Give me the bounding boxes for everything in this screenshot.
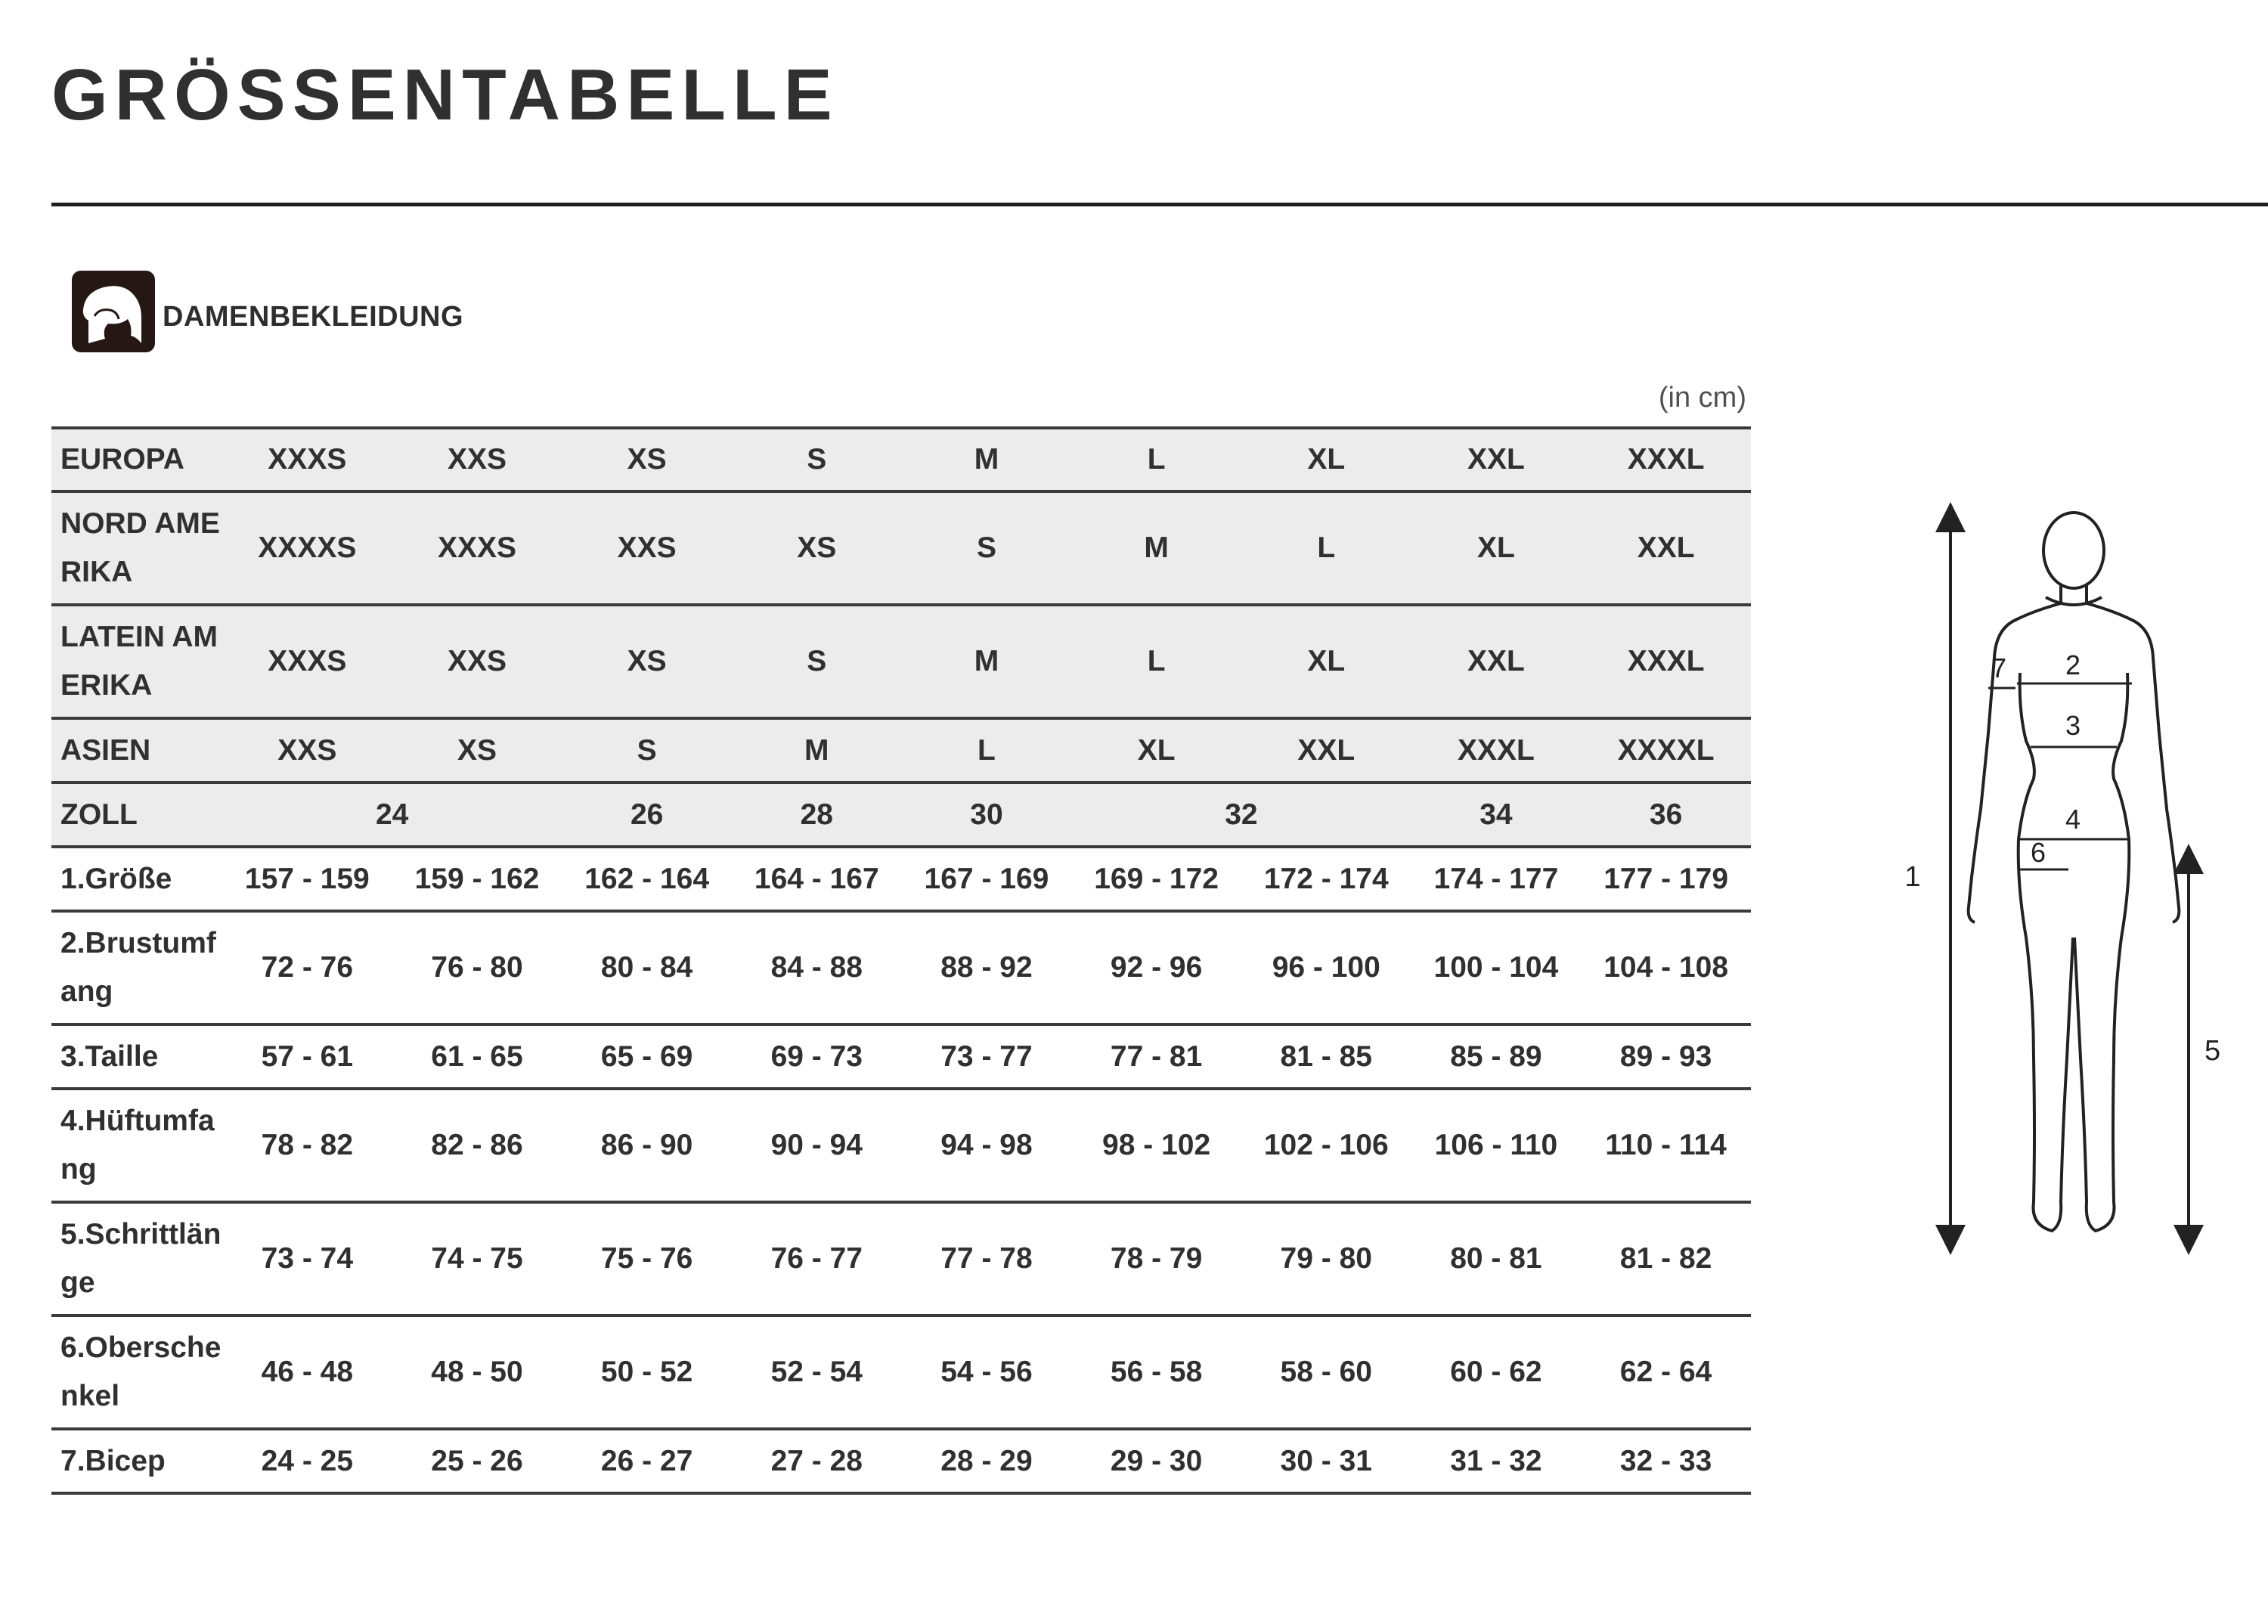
- table-cell: 79 - 80: [1241, 1202, 1411, 1316]
- table-cell: XXXXS: [222, 491, 392, 605]
- measure-label-chest: 2: [2065, 649, 2081, 680]
- table-cell: XXS: [392, 605, 562, 718]
- table-cell: 81 - 85: [1241, 1024, 1411, 1089]
- category-label: DAMENBEKLEIDUNG: [163, 301, 464, 333]
- table-cell: M: [732, 718, 902, 783]
- page-title: GRÖSSENTABELLE: [51, 54, 839, 135]
- row-label: 6.Oberschenkel: [51, 1316, 222, 1429]
- table-cell: 24 - 25: [222, 1429, 392, 1493]
- table-cell: 164 - 167: [732, 847, 902, 911]
- table-cell: 92 - 96: [1071, 911, 1241, 1024]
- table-cell: 52 - 54: [732, 1316, 902, 1429]
- table-cell: 60 - 62: [1411, 1316, 1582, 1429]
- table-cell: L: [902, 718, 1072, 783]
- row-label: EUROPA: [51, 428, 222, 491]
- row-label: 3.Taille: [51, 1024, 222, 1089]
- table-cell: 30: [902, 783, 1072, 847]
- table-cell: XXXL: [1581, 605, 1751, 718]
- table-row: [51, 718, 1751, 783]
- table-cell: XS: [562, 605, 732, 718]
- table-cell: XXXS: [392, 491, 562, 605]
- table-cell: 26: [562, 783, 732, 847]
- table-cell: 76 - 77: [732, 1202, 902, 1316]
- row-label: LATEIN AMERIKA: [51, 605, 222, 718]
- table-cell: XXL: [1411, 428, 1582, 491]
- table-cell: 85 - 89: [1411, 1024, 1582, 1089]
- row-label: 5.Schrittlänge: [51, 1202, 222, 1316]
- measure-label-thigh: 6: [2031, 837, 2046, 868]
- table-cell: 78 - 82: [222, 1089, 392, 1202]
- table-cell: 29 - 30: [1071, 1429, 1241, 1493]
- measure-label-inseam: 5: [2204, 1035, 2221, 1067]
- table-row: [51, 491, 1751, 605]
- row-label: 4.Hüftumfang: [51, 1089, 222, 1202]
- table-cell: XXL: [1241, 718, 1411, 783]
- table-cell: S: [902, 491, 1072, 605]
- measurement-figure: [1882, 484, 2238, 1270]
- table-cell: 102 - 106: [1241, 1089, 1411, 1202]
- table-cell: 90 - 94: [732, 1089, 902, 1202]
- row-label: 1.Größe: [51, 847, 222, 911]
- table-cell: XXXS: [222, 605, 392, 718]
- table-cell: 75 - 76: [562, 1202, 732, 1316]
- row-label: NORD AMERIKA: [51, 491, 222, 605]
- table-row: [51, 605, 1751, 718]
- row-label: ASIEN: [51, 718, 222, 783]
- table-cell: 28 - 29: [902, 1429, 1072, 1493]
- table-cell: L: [1071, 428, 1241, 491]
- table-cell: 162 - 164: [562, 847, 732, 911]
- row-label: 7.Bicep: [51, 1429, 222, 1493]
- table-cell: 32: [1071, 783, 1411, 847]
- table-cell: 28: [732, 783, 902, 847]
- table-cell: 172 - 174: [1241, 847, 1411, 911]
- measure-label-bicep: 7: [1991, 652, 2007, 683]
- table-cell: 25 - 26: [392, 1429, 562, 1493]
- table-cell: 174 - 177: [1411, 847, 1582, 911]
- table-cell: 31 - 32: [1411, 1429, 1582, 1493]
- measure-label-waist: 3: [2065, 710, 2081, 741]
- table-cell: 82 - 86: [392, 1089, 562, 1202]
- table-row: [51, 1024, 1751, 1089]
- table-cell: 98 - 102: [1071, 1089, 1241, 1202]
- table-cell: 89 - 93: [1581, 1024, 1751, 1089]
- table-cell: 88 - 92: [902, 911, 1072, 1024]
- table-row: [51, 1202, 1751, 1316]
- table-cell: 167 - 169: [902, 847, 1072, 911]
- table-cell: 86 - 90: [562, 1089, 732, 1202]
- table-cell: 177 - 179: [1581, 847, 1751, 911]
- table-cell: XS: [562, 428, 732, 491]
- table-cell: 57 - 61: [222, 1024, 392, 1089]
- table-cell: 72 - 76: [222, 911, 392, 1024]
- table-cell: 104 - 108: [1581, 911, 1751, 1024]
- table-cell: XXS: [562, 491, 732, 605]
- measure-label-height: 1: [1904, 861, 1921, 893]
- table-row: [51, 428, 1751, 491]
- table-cell: L: [1241, 491, 1411, 605]
- table-cell: XXS: [222, 718, 392, 783]
- table-cell: M: [1071, 491, 1241, 605]
- table-cell: 159 - 162: [392, 847, 562, 911]
- table-cell: 157 - 159: [222, 847, 392, 911]
- row-label: ZOLL: [51, 783, 222, 847]
- table-cell: XXS: [392, 428, 562, 491]
- table-cell: XL: [1241, 605, 1411, 718]
- table-cell: 81 - 82: [1581, 1202, 1751, 1316]
- table-cell: 94 - 98: [902, 1089, 1072, 1202]
- table-cell: 26 - 27: [562, 1429, 732, 1493]
- table-cell: S: [732, 428, 902, 491]
- table-cell: 62 - 64: [1581, 1316, 1751, 1429]
- table-cell: 24: [222, 783, 562, 847]
- table-cell: XS: [732, 491, 902, 605]
- table-cell: 32 - 33: [1581, 1429, 1751, 1493]
- title-divider: [51, 203, 2268, 206]
- table-row: [51, 847, 1751, 911]
- table-cell: 27 - 28: [732, 1429, 902, 1493]
- table-cell: 77 - 78: [902, 1202, 1072, 1316]
- table-cell: 76 - 80: [392, 911, 562, 1024]
- table-cell: 48 - 50: [392, 1316, 562, 1429]
- body-diagram: [1882, 484, 2238, 1270]
- table-cell: 74 - 75: [392, 1202, 562, 1316]
- table-cell: XXXL: [1581, 428, 1751, 491]
- table-cell: XS: [392, 718, 562, 783]
- table-cell: 73 - 77: [902, 1024, 1072, 1089]
- row-label: 2.Brustumfang: [51, 911, 222, 1024]
- table-cell: 77 - 81: [1071, 1024, 1241, 1089]
- table-cell: 84 - 88: [732, 911, 902, 1024]
- table-cell: 34: [1411, 783, 1582, 847]
- table-cell: M: [902, 605, 1072, 718]
- table-cell: 96 - 100: [1241, 911, 1411, 1024]
- measure-label-hip: 4: [2065, 804, 2081, 835]
- female-head-icon: [72, 271, 155, 352]
- table-cell: XXL: [1581, 491, 1751, 605]
- table-row: [51, 911, 1751, 1024]
- table-cell: XXXS: [222, 428, 392, 491]
- table-cell: XL: [1411, 491, 1582, 605]
- body-outline: [1969, 513, 2180, 1231]
- table-cell: XL: [1241, 428, 1411, 491]
- table-cell: 169 - 172: [1071, 847, 1241, 911]
- table-cell: 80 - 84: [562, 911, 732, 1024]
- table-cell: 78 - 79: [1071, 1202, 1241, 1316]
- table-cell: 110 - 114: [1581, 1089, 1751, 1202]
- table-cell: 36: [1581, 783, 1751, 847]
- table-cell: 46 - 48: [222, 1316, 392, 1429]
- table-cell: 30 - 31: [1241, 1429, 1411, 1493]
- table-cell: 56 - 58: [1071, 1316, 1241, 1429]
- table-cell: M: [902, 428, 1072, 491]
- table-cell: XL: [1071, 718, 1241, 783]
- table-cell: 54 - 56: [902, 1316, 1072, 1429]
- table-cell: XXXXL: [1581, 718, 1751, 783]
- table-cell: S: [562, 718, 732, 783]
- table-row: [51, 783, 1751, 847]
- table-row: [51, 1429, 1751, 1493]
- table-cell: 106 - 110: [1411, 1089, 1582, 1202]
- table-cell: 61 - 65: [392, 1024, 562, 1089]
- table-cell: 50 - 52: [562, 1316, 732, 1429]
- table-cell: S: [732, 605, 902, 718]
- table-row: [51, 1089, 1751, 1202]
- table-cell: XXL: [1411, 605, 1582, 718]
- table-cell: 100 - 104: [1411, 911, 1582, 1024]
- unit-note: (in cm): [1658, 382, 1746, 414]
- table-cell: L: [1071, 605, 1241, 718]
- table-cell: 80 - 81: [1411, 1202, 1582, 1316]
- table-cell: XXXL: [1411, 718, 1582, 783]
- table-cell: 58 - 60: [1241, 1316, 1411, 1429]
- table-cell: 73 - 74: [222, 1202, 392, 1316]
- table-cell: 69 - 73: [732, 1024, 902, 1089]
- table-cell: 65 - 69: [562, 1024, 732, 1089]
- table-row: [51, 1316, 1751, 1429]
- size-table: [51, 426, 1751, 1495]
